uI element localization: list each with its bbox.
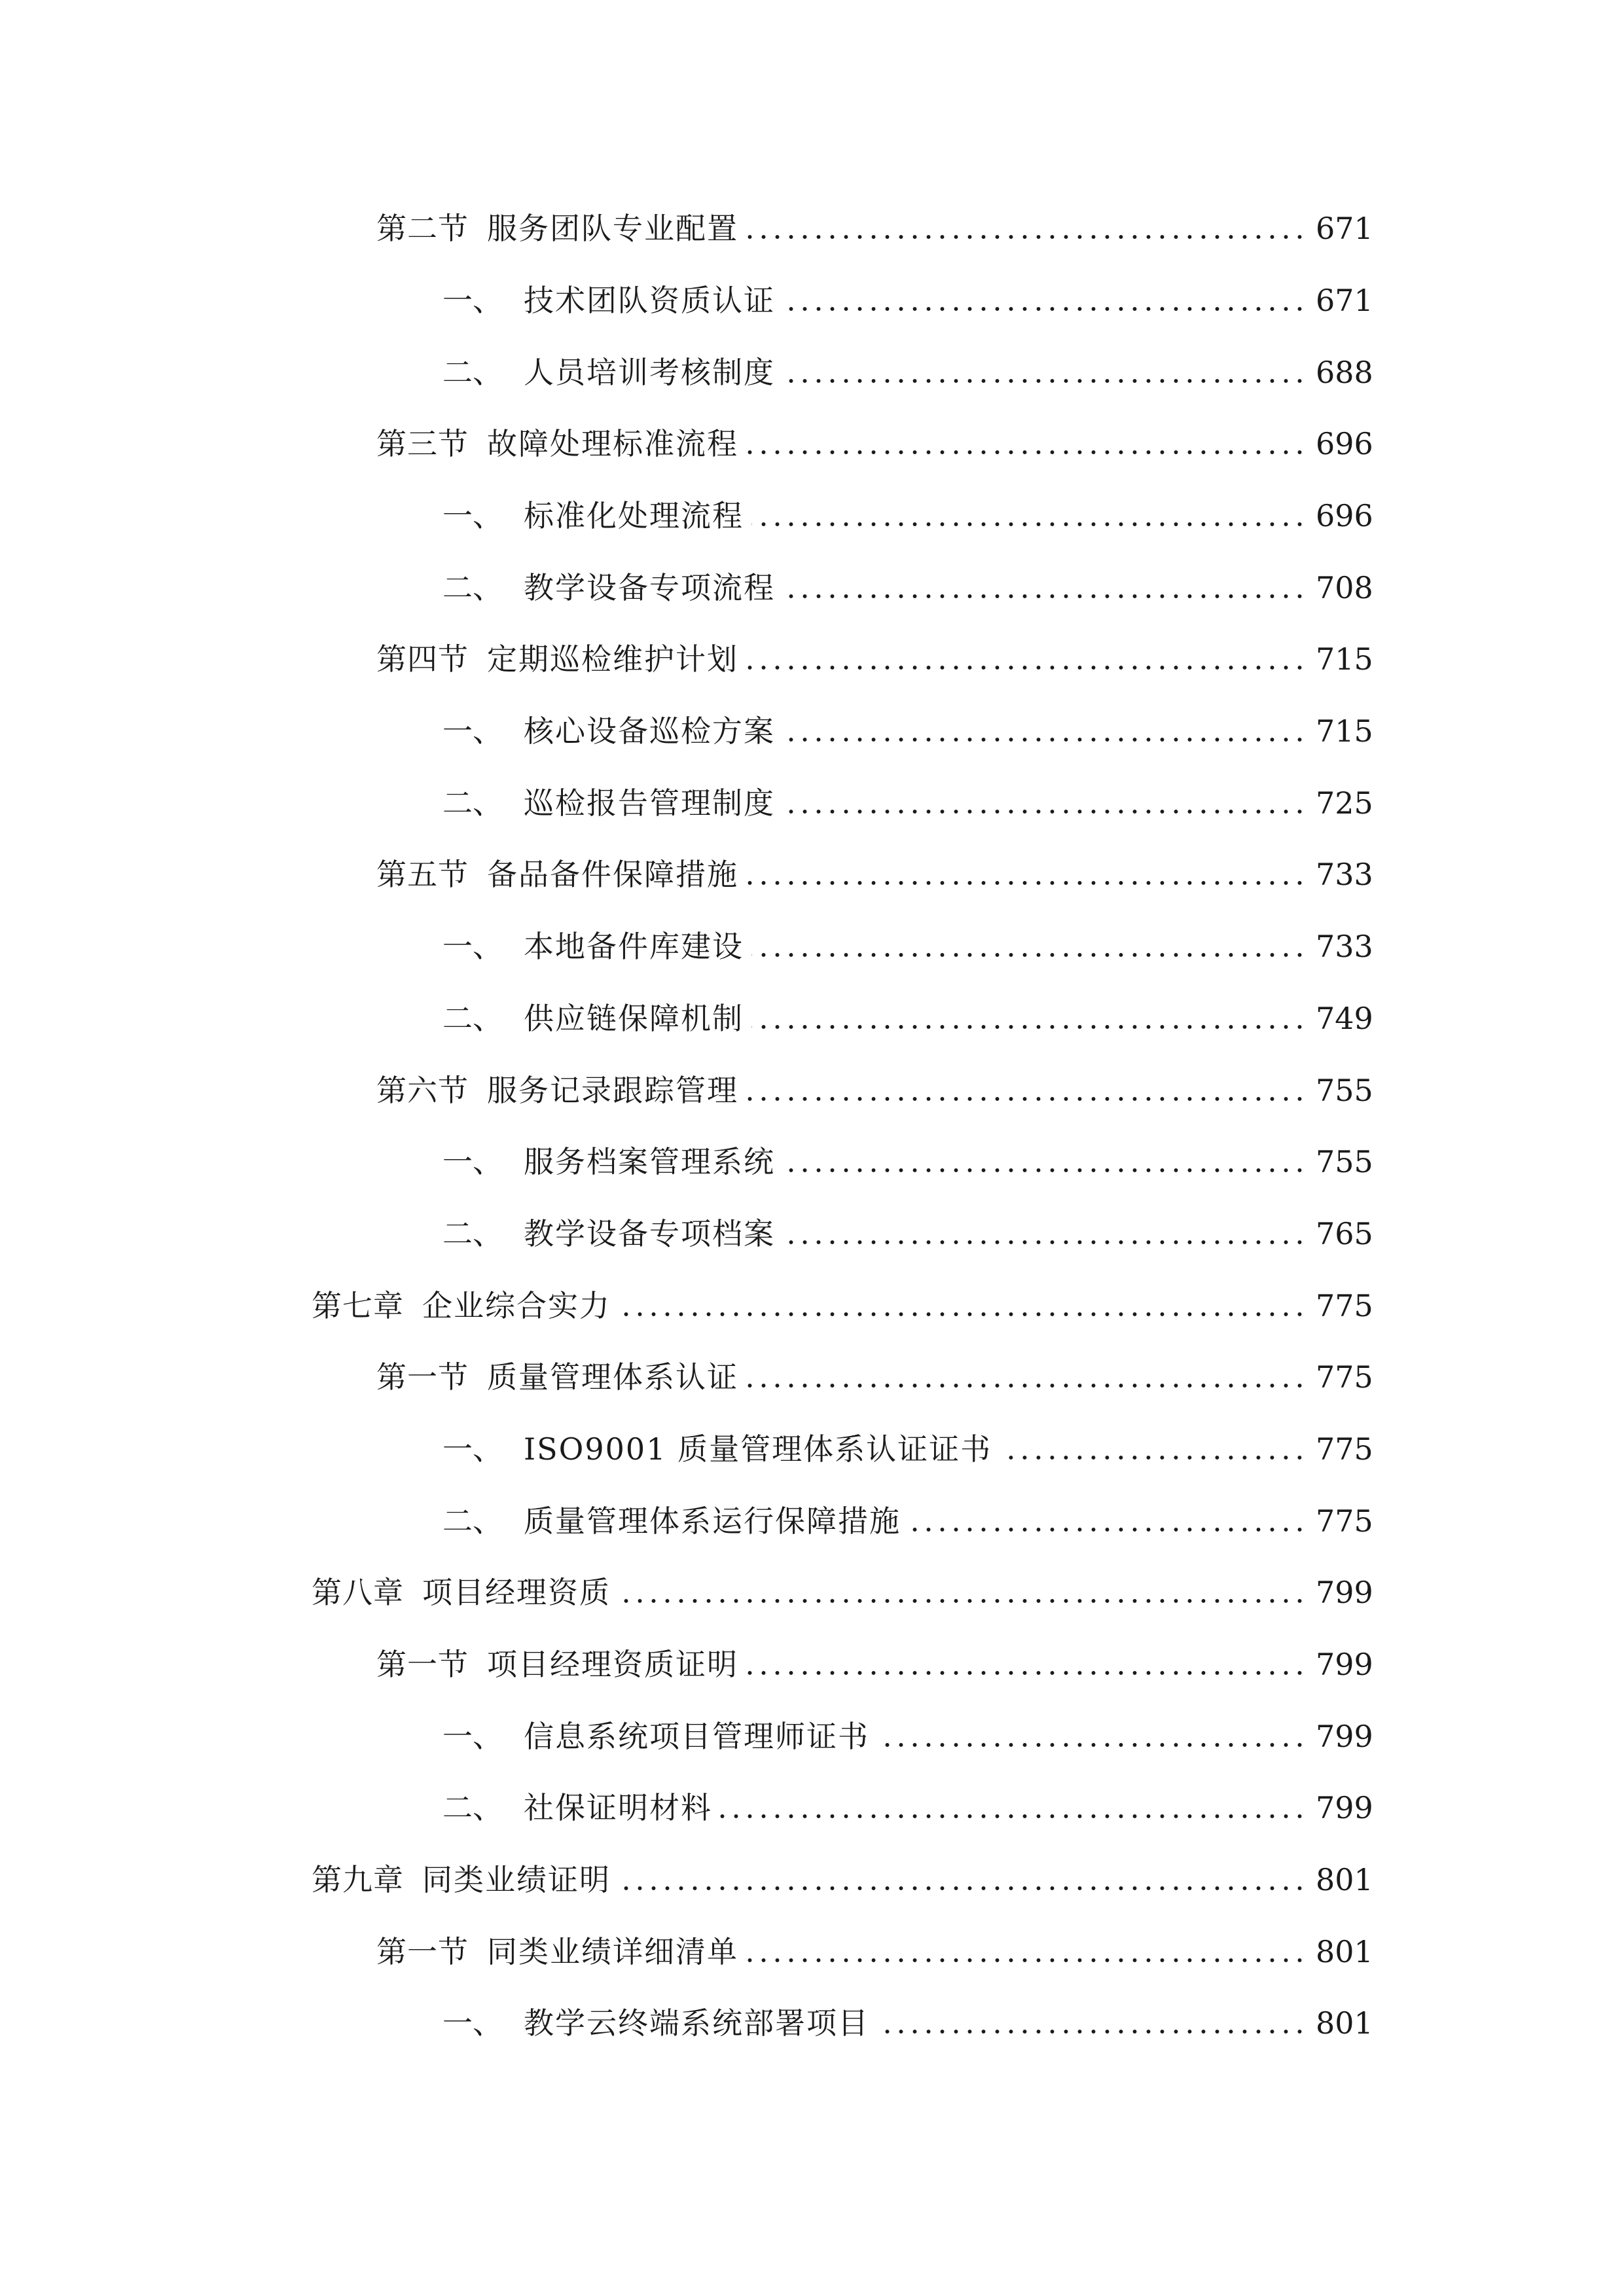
toc-entry-page-number: 725 [1316, 785, 1373, 821]
toc-entry-page-number: 775 [1316, 1431, 1373, 1467]
toc-entry-number: 第一节 [376, 1934, 469, 1969]
toc-entry-number: 第一节 [376, 1359, 469, 1395]
toc-entry[interactable] [376, 1351, 1373, 1403]
toc-entry-number: 二、 [442, 785, 503, 821]
dot-leader [783, 777, 1307, 829]
dot-leader [619, 1280, 1307, 1332]
dot-leader [877, 1997, 1307, 2049]
toc-entry[interactable] [312, 1280, 1373, 1332]
toc-entry-page-number: 715 [1316, 641, 1373, 677]
toc-entry[interactable] [376, 1926, 1373, 1978]
toc-entry-title: ISO9001 质量管理体系认证证书 [524, 1431, 992, 1467]
toc-entry[interactable] [442, 920, 1373, 973]
toc-entry[interactable] [442, 490, 1373, 542]
toc-entry[interactable] [312, 1566, 1373, 1619]
toc-entry-title: 社保证明材料 [524, 1790, 712, 1825]
toc-entry-page-number: 799 [1316, 1790, 1373, 1825]
toc-entry[interactable] [442, 1495, 1373, 1547]
dot-leader [783, 1136, 1307, 1188]
toc-entry-page-number: 801 [1316, 1934, 1373, 1969]
toc-entry[interactable] [376, 633, 1373, 685]
toc-entry-number: 第八章 [312, 1575, 404, 1610]
toc-entry-title: 质量管理体系运行保障措施 [524, 1503, 901, 1539]
dot-leader [746, 1926, 1307, 1978]
dot-leader [746, 418, 1307, 470]
toc-entry[interactable] [376, 418, 1373, 470]
toc-entry-title: 质量管理体系认证 [487, 1359, 738, 1395]
toc-entry-title: 项目经理资质 [422, 1575, 611, 1610]
toc-entry-number: 第二节 [376, 211, 469, 246]
toc-entry-page-number: 765 [1316, 1216, 1373, 1251]
toc-entry-page-number: 775 [1316, 1359, 1373, 1395]
toc-entry-title: 教学设备专项流程 [524, 570, 775, 605]
toc-entry-page-number: 671 [1316, 211, 1373, 246]
toc-entry-page-number: 733 [1316, 929, 1373, 964]
toc-entry[interactable] [376, 202, 1373, 255]
dot-leader [746, 1351, 1307, 1403]
toc-entry-number: 二、 [442, 355, 503, 390]
toc-entry-page-number: 696 [1316, 426, 1373, 461]
toc-entry-number: 第六节 [376, 1073, 469, 1108]
toc-entry-title: 供应链保障机制 [524, 1001, 744, 1036]
toc-entry-title: 教学云终端系统部署项目 [524, 2005, 869, 2041]
toc-entry-title: 服务记录跟踪管理 [487, 1073, 738, 1108]
dot-leader [783, 562, 1307, 614]
toc-entry[interactable] [442, 1208, 1373, 1260]
toc-entry-number: 二、 [442, 1503, 503, 1539]
toc-entry-number: 二、 [442, 1001, 503, 1036]
dot-leader [619, 1566, 1307, 1619]
toc-entry-title: 企业综合实力 [422, 1288, 611, 1323]
toc-entry-number: 二、 [442, 570, 503, 605]
toc-entry-number: 第一节 [376, 1647, 469, 1682]
toc-entry-page-number: 799 [1316, 1647, 1373, 1682]
toc-entry-number: 一、 [442, 498, 503, 533]
dot-leader [751, 490, 1307, 542]
toc-entry-number: 一、 [442, 1431, 503, 1467]
toc-entry-title: 本地备件库建设 [524, 929, 744, 964]
toc-entry-number: 二、 [442, 1790, 503, 1825]
toc-entry-title: 同类业绩证明 [422, 1862, 611, 1897]
toc-entry-title: 服务档案管理系统 [524, 1144, 775, 1179]
toc-entry-title: 核心设备巡检方案 [524, 713, 775, 749]
toc-entry-title: 教学设备专项档案 [524, 1216, 775, 1251]
toc-entry-title: 人员培训考核制度 [524, 355, 775, 390]
dot-leader [746, 1064, 1307, 1117]
toc-entry-number: 一、 [442, 2005, 503, 2041]
toc-entry-page-number: 688 [1316, 355, 1373, 390]
toc-entry-page-number: 801 [1316, 1862, 1373, 1897]
toc-entry-number: 二、 [442, 1216, 503, 1251]
toc-entry-number: 一、 [442, 929, 503, 964]
toc-entry-number: 第三节 [376, 426, 469, 461]
toc-entry[interactable] [442, 992, 1373, 1045]
toc-entry-title: 服务团队专业配置 [487, 211, 738, 246]
toc-entry[interactable] [312, 1854, 1373, 1906]
toc-entry-number: 第五节 [376, 857, 469, 892]
toc-entry-title: 项目经理资质证明 [487, 1647, 738, 1682]
toc-entry-title: 标准化处理流程 [524, 498, 744, 533]
toc-entry-number: 第四节 [376, 641, 469, 677]
dot-leader [619, 1854, 1307, 1906]
toc-entry-title: 定期巡检维护计划 [487, 641, 738, 677]
toc-entry-page-number: 799 [1316, 1575, 1373, 1610]
toc-entry-page-number: 708 [1316, 570, 1373, 605]
dot-leader [1000, 1423, 1307, 1475]
dot-leader [783, 1208, 1307, 1260]
toc-entry-number: 一、 [442, 283, 503, 318]
dot-leader [909, 1495, 1307, 1547]
toc-entry-number: 一、 [442, 1144, 503, 1179]
toc-entry-title: 故障处理标准流程 [487, 426, 738, 461]
toc-entry[interactable] [442, 1782, 1373, 1834]
toc-entry-number: 第七章 [312, 1288, 404, 1323]
toc-entry-page-number: 799 [1316, 1719, 1373, 1754]
toc-entry-page-number: 715 [1316, 713, 1373, 749]
toc-entry[interactable] [376, 1064, 1373, 1117]
toc-entry[interactable] [442, 1710, 1373, 1763]
toc-entry[interactable] [376, 1638, 1373, 1691]
dot-leader [783, 274, 1307, 327]
dot-leader [783, 705, 1307, 757]
toc-entry-number: 一、 [442, 713, 503, 749]
toc-entry-title: 同类业绩详细清单 [487, 1934, 738, 1969]
toc-entry[interactable] [376, 848, 1373, 901]
dot-leader [720, 1782, 1307, 1834]
toc-entry-page-number: 733 [1316, 857, 1373, 892]
toc-entry[interactable] [442, 1997, 1373, 2049]
toc-entry-title: 巡检报告管理制度 [524, 785, 775, 821]
toc-entry-page-number: 775 [1316, 1288, 1373, 1323]
toc-entry-title: 技术团队资质认证 [524, 283, 775, 318]
toc-entry-page-number: 775 [1316, 1503, 1373, 1539]
dot-leader [783, 346, 1307, 399]
toc-entry-page-number: 801 [1316, 2005, 1373, 2041]
toc-entry-page-number: 749 [1316, 1001, 1373, 1036]
toc-entry[interactable] [442, 1423, 1373, 1475]
toc-entry-number: 一、 [442, 1719, 503, 1754]
dot-leader [746, 633, 1307, 685]
toc-entry[interactable] [442, 562, 1373, 614]
toc-entry-number: 第九章 [312, 1862, 404, 1897]
toc-entry-page-number: 671 [1316, 283, 1373, 318]
toc-entry[interactable] [442, 274, 1373, 327]
dot-leader [746, 848, 1307, 901]
dot-leader [877, 1710, 1307, 1763]
dot-leader [751, 992, 1307, 1045]
toc-entry-title: 信息系统项目管理师证书 [524, 1719, 869, 1754]
dot-leader [751, 920, 1307, 973]
toc-entry-page-number: 755 [1316, 1144, 1373, 1179]
toc-entry[interactable] [442, 346, 1373, 399]
dot-leader [746, 202, 1307, 255]
toc-entry[interactable] [442, 1136, 1373, 1188]
toc-entry-page-number: 755 [1316, 1073, 1373, 1108]
toc-entry-page-number: 696 [1316, 498, 1373, 533]
dot-leader [746, 1638, 1307, 1691]
toc-entry[interactable] [442, 777, 1373, 829]
toc-entry[interactable] [442, 705, 1373, 757]
toc-entry-title: 备品备件保障措施 [487, 857, 738, 892]
